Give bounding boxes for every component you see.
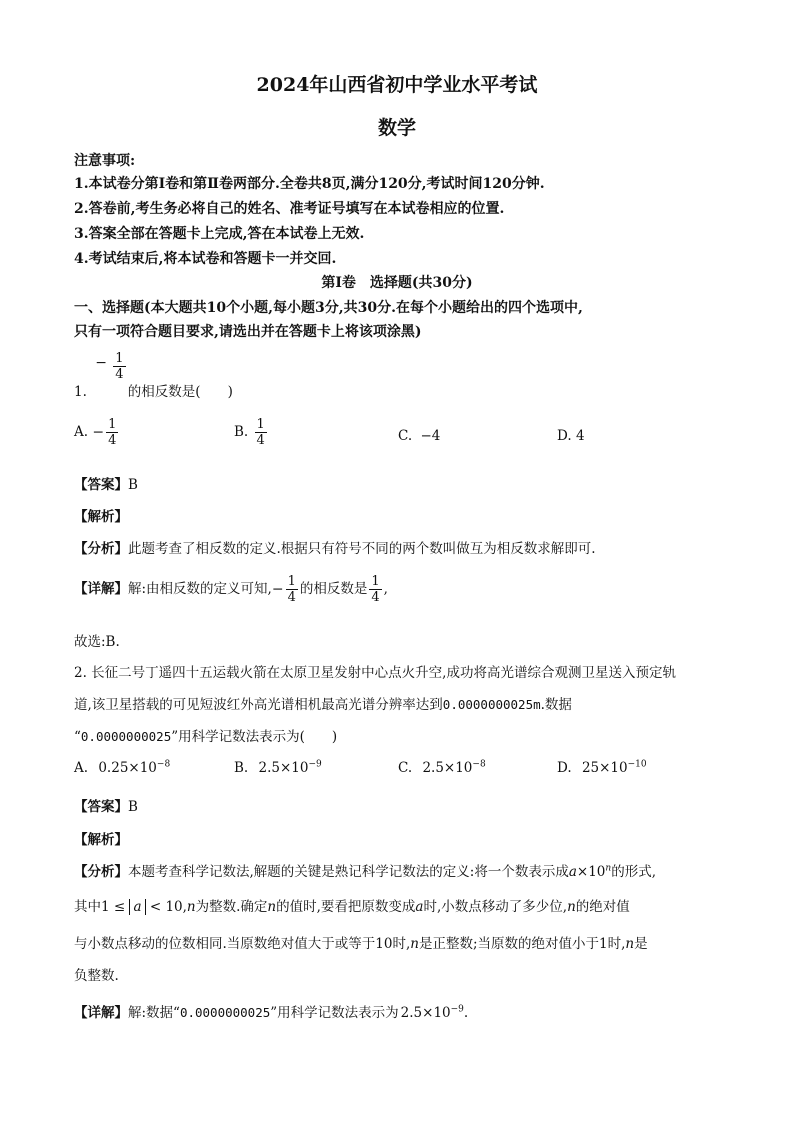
part1-heading: 第Ⅰ卷 选择题(共30分) xyxy=(321,275,473,291)
q2-detail-exp: −9 xyxy=(450,1004,464,1015)
q1-frac-den: 4 xyxy=(115,367,124,382)
q2-fenxi-n-4: n xyxy=(410,936,419,952)
q1-stem-text: 的相反数是( ) xyxy=(127,384,233,400)
q1-option-a xyxy=(74,418,120,447)
q2-fenxi-line-2 xyxy=(74,895,630,915)
q2-fenxi-line3-c: 是 xyxy=(634,936,648,952)
q1-neg-sign: − xyxy=(95,354,107,371)
q1-detail-frac-2 xyxy=(369,575,381,604)
q1-detail-frac-2-den: 4 xyxy=(371,590,380,605)
q1-fenxi-tag: 【分析】 xyxy=(74,541,128,557)
q1-detail xyxy=(74,575,388,604)
q1-option-a-sign: − xyxy=(92,424,105,441)
q2-option-a-base: 0.25×10 xyxy=(98,760,157,776)
q2-fenxi-ineq-left: 1 ≤ xyxy=(101,899,130,915)
q2-detail-end: . xyxy=(463,1005,469,1021)
part1-instruction-1: 一、选择题(本大题共10个小题,每小题3分,共30分.在每个小题给出的四个选项中, xyxy=(74,300,583,316)
q2-option-c-base: 2.5×10 xyxy=(422,760,473,776)
q2-fenxi-line-1 xyxy=(74,860,656,880)
q1-fenxi xyxy=(74,537,596,557)
exam-title: 2024年山西省初中学业水平考试 xyxy=(256,74,538,96)
q1-option-a-num: 1 xyxy=(108,417,117,432)
q1-option-c xyxy=(398,428,440,444)
q1-number: 1. xyxy=(74,384,87,400)
q1-detail-frac-1-num: 1 xyxy=(287,574,296,589)
q1-stem xyxy=(74,351,233,400)
q2-option-b-label: B. xyxy=(234,760,249,776)
q2-option-c-exp: −8 xyxy=(472,759,486,770)
q1-detail-neg: − xyxy=(271,581,284,598)
notice-item-4: 4.考试结束后,将本试卷和答题卡一并交回. xyxy=(74,251,337,267)
q2-option-b-base: 2.5×10 xyxy=(258,760,309,776)
q1-fenxi-text: 此题考查了相反数的定义.根据只有符号不同的两个数叫做互为相反数求解即可. xyxy=(128,541,596,557)
q2-fenxi-math-x: ×10 xyxy=(576,864,606,880)
q2-line-3 xyxy=(74,725,337,745)
notice-item-1: 1.本试卷分第Ⅰ卷和第Ⅱ卷两部分.全卷共8页,满分120分,考试时间120分钟. xyxy=(74,176,545,192)
q2-option-b-exp: −9 xyxy=(308,759,322,770)
q2-fenxi-n-2: n xyxy=(267,899,277,915)
q1-option-a-den: 4 xyxy=(108,433,117,448)
q2-fenxi-math-a: a xyxy=(568,864,577,880)
q2-fenxi-line1-pre: 本题考查科学记数法,解题的关键是熟记科学记数法的定义:将一个数表示成 xyxy=(128,864,569,880)
subject-title: 数学 xyxy=(377,117,416,139)
q2-fenxi-n-1: n xyxy=(186,899,196,915)
q1-detail-pre: 解:由相反数的定义可知, xyxy=(128,581,272,597)
q2-line2-post: .数据 xyxy=(540,697,572,713)
q2-line-2 xyxy=(74,693,572,713)
q2-option-c xyxy=(398,760,486,776)
q1-conclusion: 故选:B. xyxy=(74,634,120,650)
q1-option-c-text: −4 xyxy=(420,428,441,444)
q1-option-b-den: 4 xyxy=(256,433,265,448)
q2-option-b xyxy=(234,760,322,776)
q2-option-d-base: 25×10 xyxy=(581,760,628,776)
q2-fenxi-line3-b: 是正整数;当原数的绝对值小于1时, xyxy=(418,936,626,952)
q2-fenxi-line2-a: 为整数.确定 xyxy=(195,899,268,915)
q2-option-a-label: A. xyxy=(74,760,89,776)
q1-detail-frac-2-num: 1 xyxy=(371,574,380,589)
q2-option-d-label: D. xyxy=(557,760,572,776)
q2-answer-value: B xyxy=(128,799,138,815)
q2-fenxi-math-n: n xyxy=(605,863,612,874)
q1-detail-end: , xyxy=(383,581,388,597)
notice-item-3: 3.答案全部在答题卡上完成,答在本试卷上无效. xyxy=(74,226,365,242)
q1-option-b-frac xyxy=(255,418,267,447)
q2-line-1: 2. 长征二号丁遥四十五运载火箭在太原卫星发射中心点火升空,成功将高光谱综合观测卫星送入预定轨 xyxy=(74,665,676,681)
q1-fraction xyxy=(113,352,125,381)
q2-line2-pre: 道,该卫星搭载的可见短波红外高光谱相机最高光谱分辨率达到 xyxy=(74,697,443,713)
q1-answer xyxy=(74,473,138,493)
q1-option-d-text: 4 xyxy=(575,428,585,444)
q1-option-d xyxy=(557,428,585,444)
q2-fenxi-line2-pre: 其中 xyxy=(74,899,101,915)
q2-line3-pre: “ xyxy=(74,729,81,745)
q1-option-b-num: 1 xyxy=(256,417,265,432)
q2-fenxi-line2-b: 的值时,要看把原数变成 xyxy=(276,899,416,915)
q2-detail-tag: 【详解】 xyxy=(74,1005,128,1021)
q2-fenxi-ineq-right: < 10 xyxy=(145,899,183,915)
q1-option-c-label: C. xyxy=(398,428,413,444)
q1-option-b xyxy=(234,418,269,447)
q2-fenxi-line-3 xyxy=(74,932,648,952)
q1-detail-frac-1-den: 4 xyxy=(287,590,296,605)
q1-option-a-label: A. xyxy=(74,424,89,440)
q1-detail-tag: 【详解】 xyxy=(74,581,128,597)
q2-analysis-tag: 【解析】 xyxy=(74,832,128,848)
q2-detail-pre: 解:数据“ xyxy=(128,1005,180,1021)
q2-detail-base: 2.5×10 xyxy=(400,1005,451,1021)
q2-fenxi-line3-a: 与小数点移动的位数相同.当原数绝对值大于或等于10时, xyxy=(74,936,411,952)
q2-answer-tag: 【答案】 xyxy=(74,799,128,815)
q1-detail-frac-1 xyxy=(286,575,298,604)
q2-fenxi-ineq-abs-a: a xyxy=(129,899,145,915)
q2-fenxi-n-3: n xyxy=(567,899,576,915)
q1-frac-num: 1 xyxy=(115,351,124,366)
part1-instruction-2: 只有一项符合题目要求,请选出并在答题卡上将该项涂黑) xyxy=(74,324,422,340)
q2-detail-mid: ”用科学记数法表示为 xyxy=(270,1005,399,1021)
q1-answer-tag: 【答案】 xyxy=(74,477,128,493)
q2-fenxi-comma: , xyxy=(182,899,187,915)
notice-item-2: 2.答卷前,考生务必将自己的姓名、准考证号填写在本试卷相应的位置. xyxy=(74,201,505,217)
q2-detail-value: 0.0000000025 xyxy=(179,1005,271,1020)
q2-fenxi-line1-post: 的形式, xyxy=(611,864,656,880)
q1-analysis-tag: 【解析】 xyxy=(74,509,128,525)
q2-line3-post: ”用科学记数法表示为( ) xyxy=(171,729,338,745)
q2-option-d-exp: −10 xyxy=(627,759,647,770)
q1-answer-value: B xyxy=(128,477,138,493)
q1-option-a-frac xyxy=(106,418,118,447)
q2-option-a-exp: −8 xyxy=(156,759,171,770)
q2-line2-value: 0.0000000025m xyxy=(442,697,541,712)
q2-detail xyxy=(74,1001,468,1021)
q2-fenxi-line2-c: 时,小数点移动了多少位, xyxy=(423,899,568,915)
q2-fenxi-tag: 【分析】 xyxy=(74,864,128,880)
q1-detail-mid: 的相反数是 xyxy=(299,581,368,597)
q2-fenxi-line-4: 负整数. xyxy=(74,968,119,984)
q1-option-b-label: B. xyxy=(234,424,249,440)
q2-fenxi-a-2: a xyxy=(415,899,424,915)
q2-option-d xyxy=(557,760,647,776)
q2-option-c-label: C. xyxy=(398,760,413,776)
q2-fenxi-n-5: n xyxy=(625,936,635,952)
notice-heading: 注意事项: xyxy=(74,153,136,169)
q2-fenxi-line2-d: 的绝对值 xyxy=(575,899,630,915)
q2-line3-value: 0.0000000025 xyxy=(80,729,172,744)
q2-answer xyxy=(74,795,138,815)
q2-option-a xyxy=(74,760,170,776)
q1-option-d-label: D. xyxy=(557,428,572,444)
